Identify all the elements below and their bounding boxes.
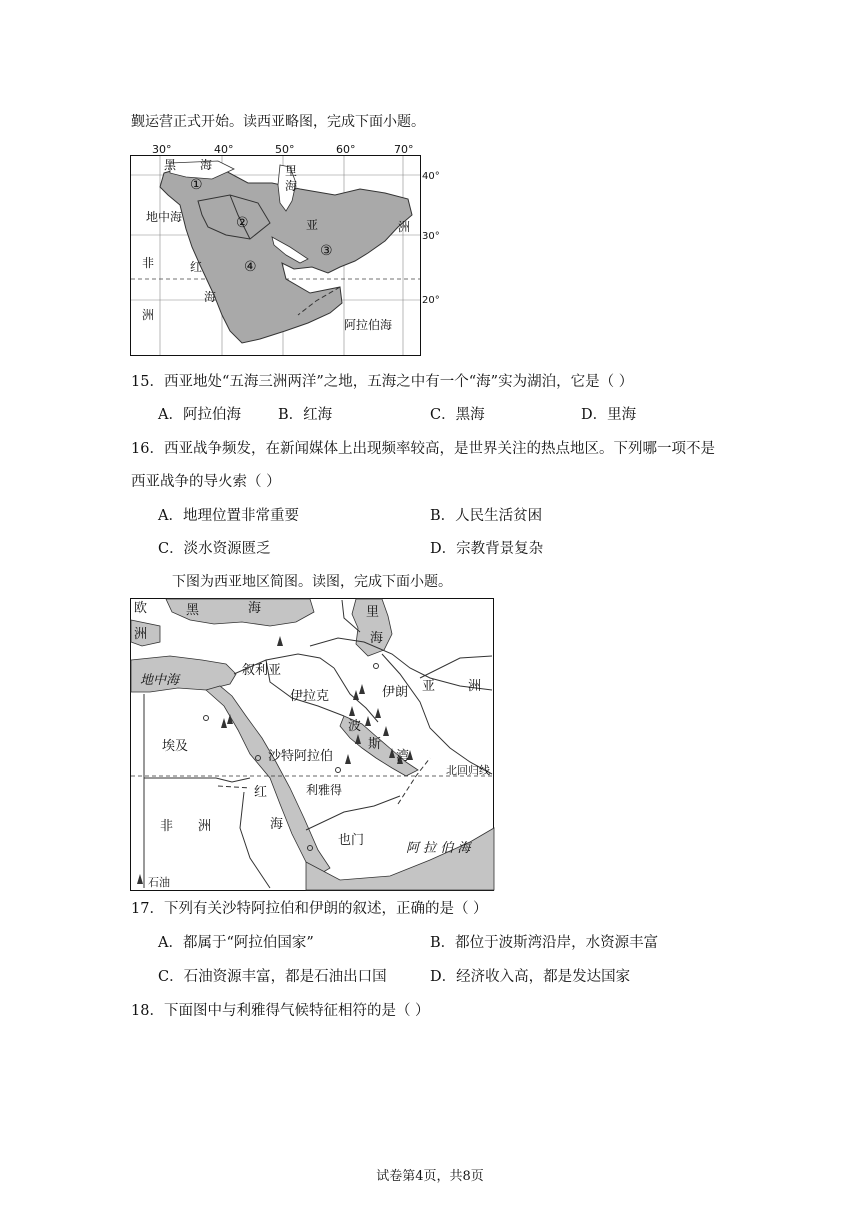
q17-option-b[interactable]: B．都位于波斯湾沿岸，水资源丰富 bbox=[430, 935, 659, 951]
lat-label-20: 20° bbox=[422, 295, 440, 306]
q16-option-b[interactable]: B．人民生活贫困 bbox=[430, 508, 543, 524]
q16-option-a[interactable]: A．地理位置非常重要 bbox=[158, 508, 299, 524]
map1-red-sea-char2: 海 bbox=[204, 290, 217, 304]
map2-iran-label: 伊朗 bbox=[382, 685, 409, 700]
q17-option-a[interactable]: A．都属于“阿拉伯国家” bbox=[158, 935, 314, 951]
intro-text: 觐运营正式开始。读西亚略图，完成下面小题。 bbox=[131, 114, 425, 130]
map1-red-sea-char1: 红 bbox=[190, 260, 203, 274]
map1-black-sea-char1: 黑 bbox=[164, 158, 177, 172]
lon-label-30: 30° bbox=[152, 143, 172, 156]
question-15-stem: 15．西亚地处“五海三洲两洋”之地，五海之中有一个“海”实为湖泊，它是（ ） bbox=[131, 374, 634, 390]
q15-option-b[interactable]: B．红海 bbox=[278, 407, 333, 423]
map1-asia-char2: 洲 bbox=[398, 220, 411, 234]
question-16-stem-line1: 16．西亚战争频发，在新闻媒体上出现频率较高，是世界关注的热点地区。下列哪一项不是 bbox=[131, 441, 715, 457]
map2-asia-char2: 洲 bbox=[468, 679, 482, 694]
lon-label-50: 50° bbox=[275, 143, 295, 156]
lat-label-30: 30° bbox=[422, 231, 440, 242]
map2-europe-char1: 欧 bbox=[134, 601, 148, 616]
map2-tropic-label: 北回归线 bbox=[446, 764, 490, 777]
question-18-stem: 18．下面图中与利雅得气候特征相符的是（ ） bbox=[131, 1003, 430, 1019]
map2-red-sea-char2: 海 bbox=[270, 817, 284, 832]
map2-syria-label: 叙利亚 bbox=[242, 663, 282, 678]
map2-egypt-label: 埃及 bbox=[162, 739, 189, 754]
question-17-stem: 17．下列有关沙特阿拉伯和伊朗的叙述，正确的是（ ） bbox=[131, 901, 488, 917]
map1-marker-1: ① bbox=[190, 177, 203, 193]
map1-black-sea-char2: 海 bbox=[200, 158, 213, 172]
q15-option-c[interactable]: C．黑海 bbox=[430, 407, 485, 423]
lon-label-70: 70° bbox=[394, 143, 414, 156]
q15-option-d[interactable]: D．里海 bbox=[581, 407, 637, 423]
map2-black-sea-char1: 黑 bbox=[186, 603, 200, 618]
q16-option-d[interactable]: D．宗教背景复杂 bbox=[430, 541, 544, 557]
map1-marker-2: ② bbox=[236, 215, 249, 231]
map2-asia-char1: 亚 bbox=[422, 679, 436, 694]
map2-gulf-char1: 波 bbox=[348, 719, 362, 734]
map2-iraq-label: 伊拉克 bbox=[290, 689, 330, 704]
map1-mediterranean-label: 地中海 bbox=[146, 210, 183, 224]
map1-marker-4: ④ bbox=[244, 259, 257, 275]
page-footer: 试卷第4页，共8页 bbox=[376, 1169, 484, 1184]
map2-red-sea-char1: 红 bbox=[254, 785, 268, 800]
map2-africa-char1: 非 bbox=[160, 819, 174, 834]
map2-riyadh-label: 利雅得 bbox=[306, 783, 343, 797]
map2-caspian-char1: 里 bbox=[366, 605, 380, 620]
intro-text-2: 下图为西亚地区简图。读图，完成下面小题。 bbox=[172, 574, 452, 590]
q17-option-c[interactable]: C．石油资源丰富，都是石油出口国 bbox=[158, 969, 387, 985]
q16-option-c[interactable]: C．淡水资源匮乏 bbox=[158, 541, 271, 557]
map2-legend-oil-label: 石油 bbox=[148, 876, 170, 889]
lon-label-60: 60° bbox=[336, 143, 356, 156]
question-16-stem-line2: 西亚战争的导火索（ ） bbox=[131, 474, 281, 490]
map2-gulf-char2: 斯 bbox=[368, 737, 382, 752]
west-asia-outline-map bbox=[130, 143, 440, 358]
map2-yemen-label: 也门 bbox=[338, 833, 365, 848]
map2-africa-char2: 洲 bbox=[198, 819, 212, 834]
map1-marker-3: ③ bbox=[320, 243, 333, 259]
west-asia-simple-map bbox=[130, 598, 496, 892]
map2-mediterranean-label: 地中海 bbox=[140, 673, 180, 688]
map1-asia-char1: 亚 bbox=[306, 218, 319, 232]
map2-europe-char2: 洲 bbox=[134, 627, 148, 642]
lat-label-40: 40° bbox=[422, 171, 440, 182]
map2-black-sea-char2: 海 bbox=[248, 601, 262, 616]
map1-caspian-char1: 里 bbox=[285, 164, 298, 178]
q15-option-a[interactable]: A．阿拉伯海 bbox=[158, 407, 241, 423]
map2-saudi-label: 沙特阿拉伯 bbox=[268, 749, 334, 764]
map2-arabian-sea-label: 阿 拉 伯 海 bbox=[406, 841, 471, 856]
map2-caspian-char2: 海 bbox=[370, 631, 384, 646]
map1-arabian-sea-label: 阿拉伯海 bbox=[344, 318, 393, 332]
map1-africa-char1: 非 bbox=[142, 256, 155, 270]
map1-caspian-char2: 海 bbox=[285, 179, 298, 193]
q17-option-d[interactable]: D．经济收入高，都是发达国家 bbox=[430, 969, 631, 985]
map2-gulf-char3: 湾 bbox=[396, 749, 410, 764]
map1-africa-char2: 洲 bbox=[142, 308, 155, 322]
lon-label-40: 40° bbox=[214, 143, 234, 156]
